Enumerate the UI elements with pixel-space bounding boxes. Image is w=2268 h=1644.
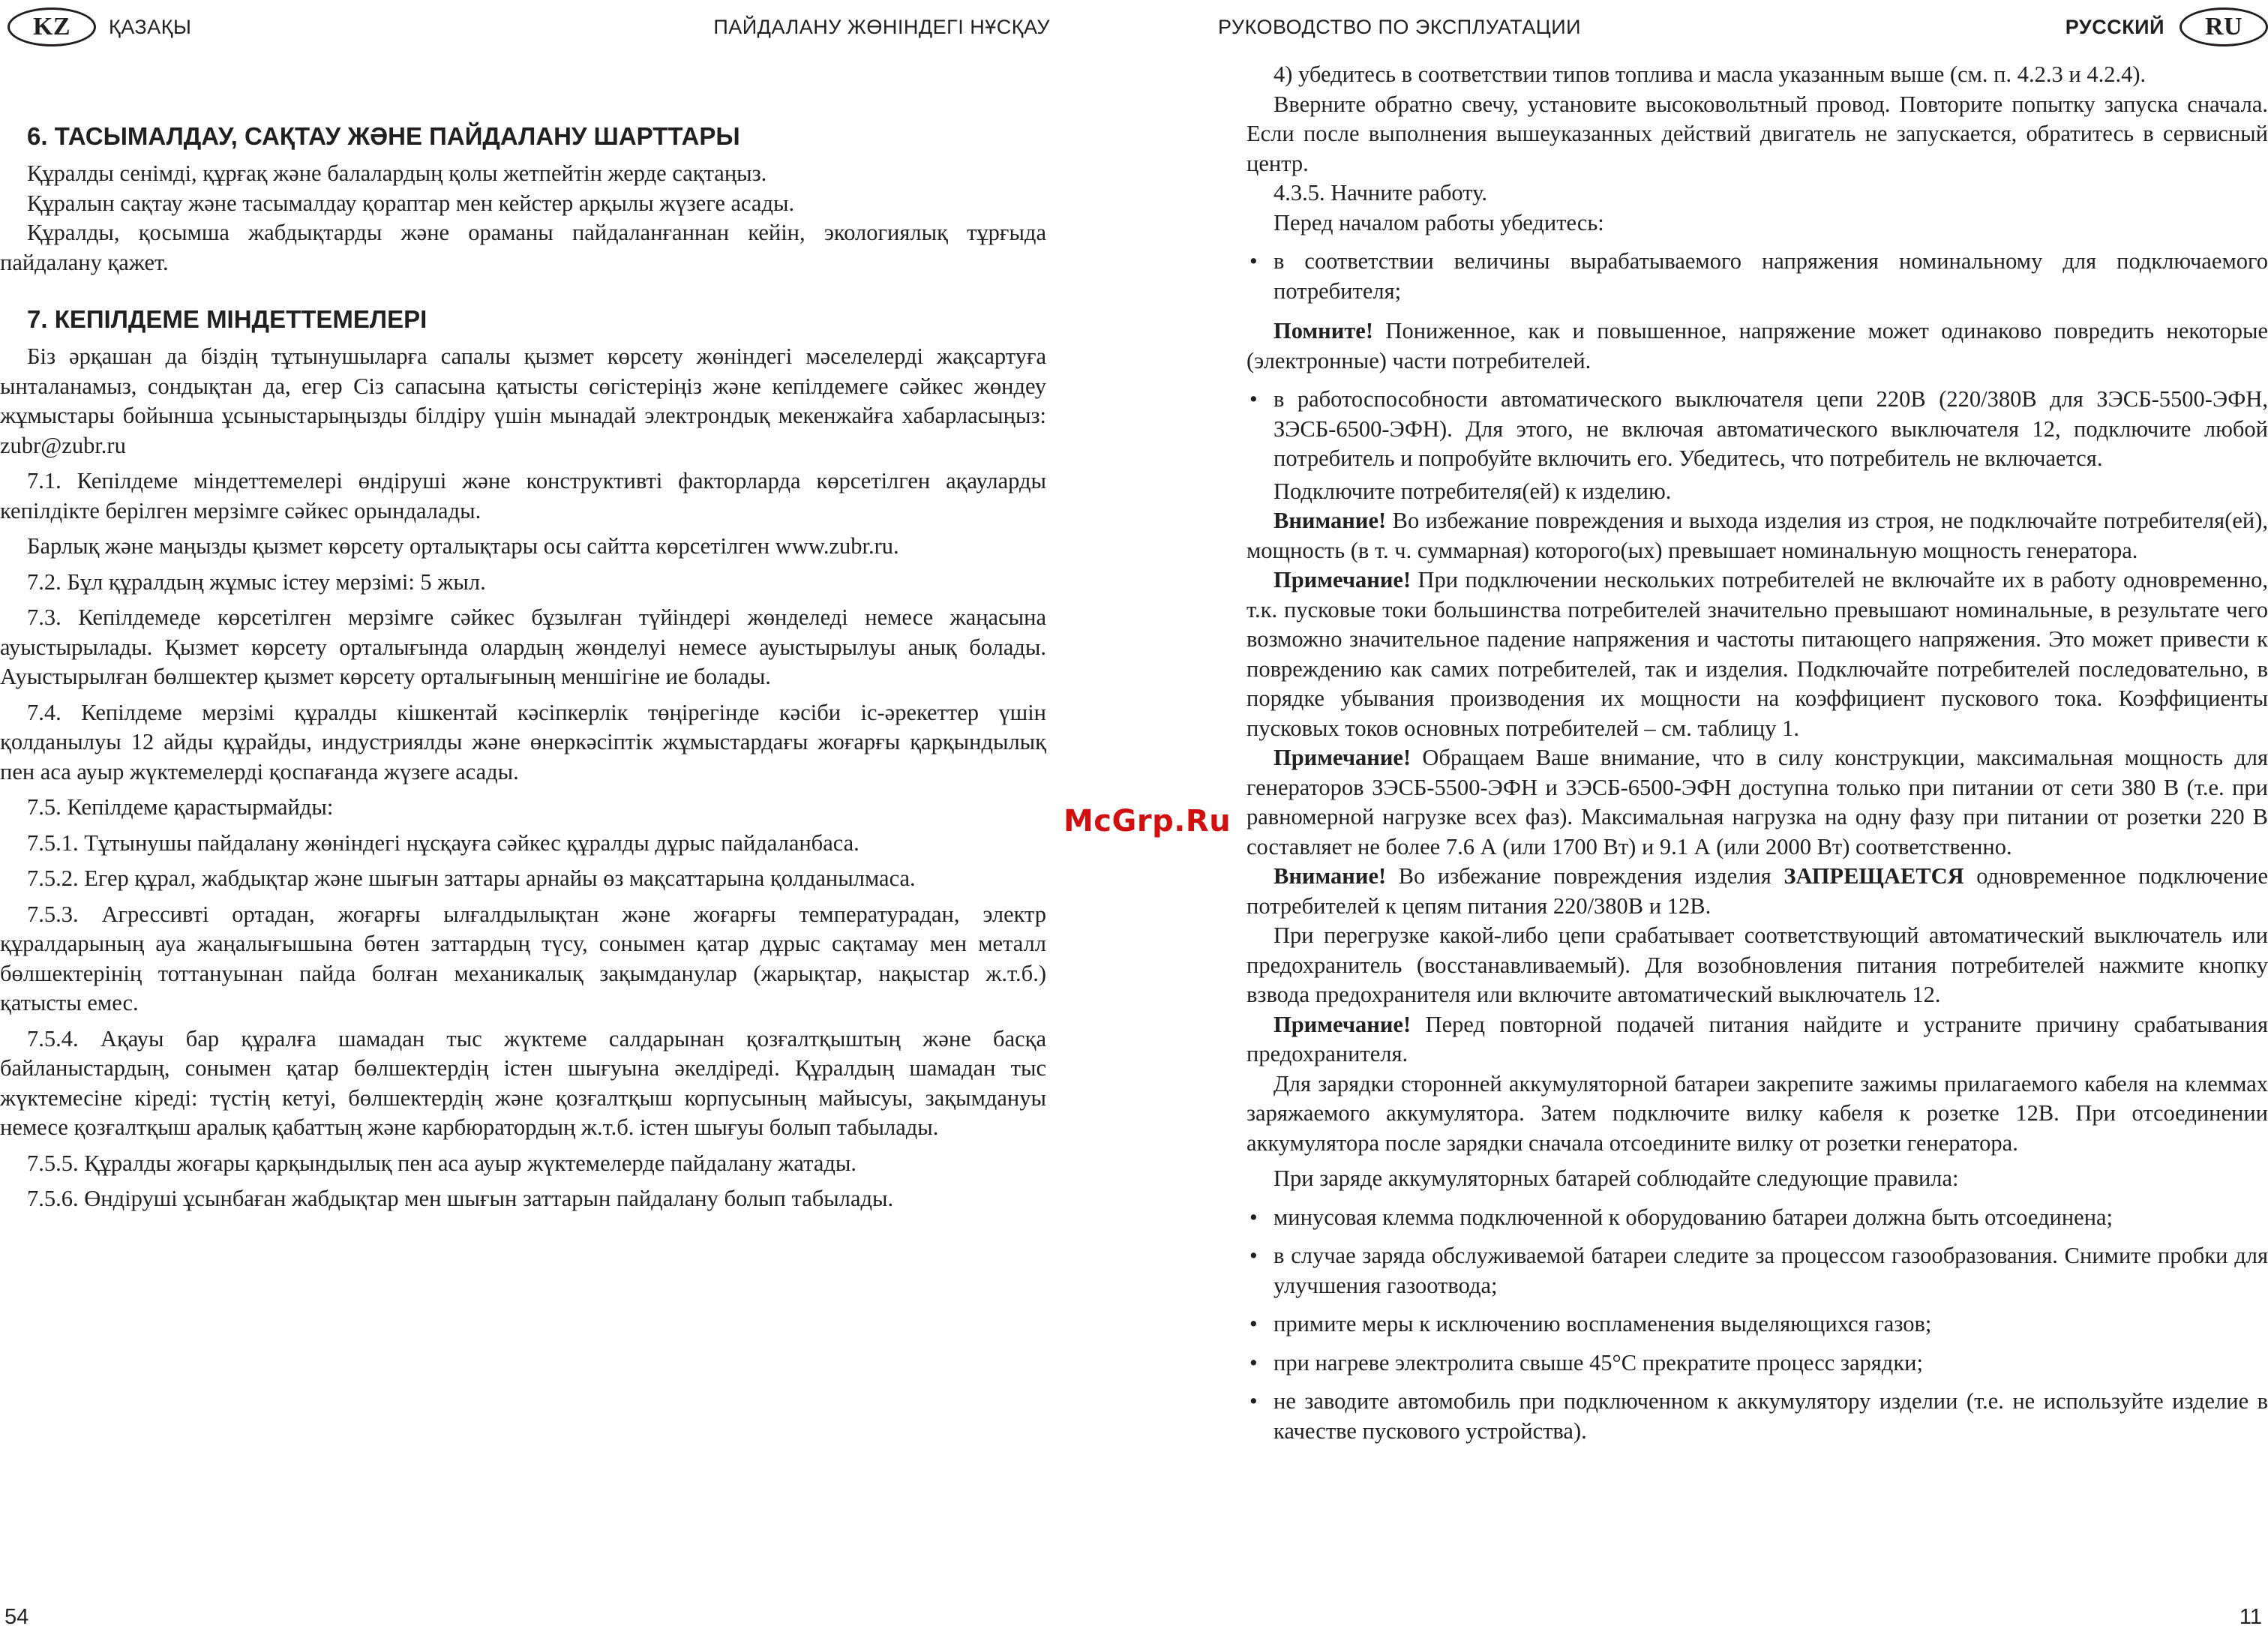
- bullet-list: [1246, 247, 2268, 306]
- note-text: Перед повторной подачей питания найдите и устраните причину срабатывания предохранителя.: [1246, 1011, 2268, 1066]
- warning-note: [1246, 862, 2268, 921]
- section-7-paragraph: 7.5.4. Ақауы бар құралға шамадан тыс жүктеме салдарынан қозғалтқыштың және басқа байланыстардың, сонымен қатар бөлшектердің істен шығуына әкелдіреді. Құралдың шамадан тыс жүктемесіне кіреді: түстің кетуі, бөлшектердің және қозғалтқыш корпусының майысуы, зақымдануы немесе қозғалтқыш аралық қабаттың және карбюратордың ж.т.б. істен шығуы болып табылады.: [0, 1025, 1046, 1140]
- bullet-list-charging-rules: [1246, 1203, 2268, 1447]
- bullet-icon: •: [1250, 1349, 1258, 1376]
- warning-note: [1246, 506, 2268, 566]
- paragraph: 4) убедитесь в соответствии типов топлива и масла указанным выше (см. п. 4.2.3 и 4.2.4).: [1274, 62, 2146, 87]
- bullet-icon: •: [1250, 1204, 1258, 1230]
- paragraph: 4.3.5. Начните работу.: [1274, 180, 1487, 206]
- note-label: Примечание!: [1274, 745, 1412, 770]
- section-7-heading: 7. КЕПІЛДЕМЕ МІНДЕТТЕМЕЛЕРІ: [27, 305, 428, 333]
- section-6-paragraph: Құралын сақтау және тасымалдау қораптар мен кейстер арқылы жүзеге асады.: [27, 190, 795, 216]
- left-page-content: [0, 114, 1046, 1220]
- warning-text: Во избежание повреждения изделия: [1386, 863, 1784, 889]
- note-label: Помните!: [1274, 318, 1373, 344]
- note: [1246, 1010, 2268, 1070]
- list-item-text: при нагреве электролита свыше 45°С прекратите процесс зарядки;: [1274, 1349, 1923, 1376]
- note-text: При подключении нескольких потребителей не включайте их в работу одновременно, т.к. пусковые токи большинства потребителей значительно превышают номинальные, в результате чего возможно значительное падение напряжения и частоты питающего напряжения. Это может привести к повреждению как самих потребителей, так и изделия. Подключайте потребителей последовательно, в порядке убывания производения их мощности на коэффициент пускового тока. Коэффициенты пусковых токов основных потребителей – см. таблицу 1.: [1246, 567, 2268, 741]
- bullet-icon: •: [1250, 1388, 1258, 1414]
- section-7-paragraph: 7.1. Кепілдеме міндеттемелері өндіруші және конструктивті факторларда көрсетілген ақауларды кепілдікте берілген мерзімге сәйкес орындалады.: [0, 468, 1046, 524]
- list-item-text: минусовая клемма подключенной к оборудованию батареи должна быть отсоединена;: [1274, 1204, 2114, 1230]
- list-item-text: в работоспособности автоматического выключателя цепи 220В (220/380В для ЗЭСБ-5500-ЭФН, ЗЭСБ-6500-ЭФН). Для этого, не включая автоматического выключателя 12, подключите любой потребитель и попробуйте включить его. Убедитесь, что потребитель не включается.: [1274, 386, 2268, 471]
- section-7-paragraph: 7.3. Кепілдемеде көрсетілген мерзімге сәйкес бұзылған түйіндері жөнделеді немесе жаңасына ауыстырылады. Қызмет көрсету орталығында олардың жөнделуі немесе ауыстырылуы анық болады. Ауыстырылған бөлшектер қызмет көрсету орталығының меншігіне ие болады.: [0, 604, 1046, 689]
- note-text: Пониженное, как и повышенное, напряжение может одинаково повредить некоторые (электронные) части потребителей.: [1246, 318, 2268, 374]
- bullet-icon: •: [1250, 1243, 1258, 1268]
- paragraph: При заряде аккумуляторных батарей соблюдайте следующие правила:: [1274, 1166, 1959, 1191]
- list-item: [1246, 247, 2268, 306]
- section-7-paragraph: 7.5.2. Егер құрал, жабдықтар және шығын заттары арнайы өз мақсаттарына қолданылмаса.: [27, 866, 916, 891]
- list-item: [1246, 1387, 2268, 1446]
- list-item-text: не заводите автомобиль при подключенном к аккумулятору изделии (т.е. не используйте изделие в качестве пускового устройства).: [1274, 1388, 2268, 1444]
- paragraph: Для зарядки сторонней аккумуляторной батареи закрепите зажимы прилагаемого кабеля на клеммах заряжаемого аккумулятора. Затем подключите вилку кабеля к розетке 12В. При отсоединении аккумулятора после зарядки сначала отсоедините вилку от розетки генератора.: [1246, 1070, 2268, 1156]
- page-number-left: 54: [4, 1605, 29, 1629]
- paragraph: Перед началом работы убедитесь:: [1274, 209, 1604, 236]
- bullet-icon: •: [1250, 248, 1258, 274]
- language-badge-kz: KZ: [8, 8, 96, 46]
- list-item-text: в случае заряда обслуживаемой батареи следите за процессом газообразования. Снимите пробки для улучшения газоотвода;: [1274, 1243, 2268, 1298]
- language-label-ru: РУССКИЙ: [2065, 15, 2164, 38]
- warning-text: одновременное подключение потребителей к цепям питания 220/380В и 12В.: [1246, 863, 2268, 919]
- section-7-paragraph: 7.5.1. Тұтынушы пайдалану жөніндегі нұсқауға сәйкес құралды дұрыс пайдаланбаса.: [27, 830, 860, 856]
- list-item: [1246, 1241, 2268, 1300]
- section-7-paragraph: Барлық және маңызды қызмет көрсету орталықтары осы сайтта көрсетілген www.zubr.ru.: [27, 533, 899, 559]
- note: [1246, 566, 2268, 743]
- watermark-text: McGrp.Ru: [1064, 804, 1232, 838]
- warning-emphasis: ЗАПРЕЩАЕТСЯ: [1784, 863, 1964, 889]
- bullet-icon: •: [1250, 386, 1258, 412]
- section-7-paragraph: 7.5.5. Құралды жоғары қарқындылық пен аса ауыр жүктемелерде пайдалану жатады.: [27, 1150, 857, 1176]
- language-label-kz: ҚАЗАҚЫ: [109, 15, 192, 38]
- warning-label: Внимание!: [1274, 508, 1387, 533]
- left-page-header: [0, 4, 1050, 50]
- note-text: Обращаем Ваше внимание, что в силу конструкции, максимальная мощность для генераторов ЗЭСБ-5500-ЭФН и ЗЭСБ-6500-ЭФН доступна только при питании от сети 380 В (т.е. при равномерной нагрузке всех фаз). Максимальная нагрузка на одну фазу при питании от розетки 220 В составляет не более 7.6 А (или 1700 Вт) и 9.1 А (или 2000 Вт) соответственно.: [1246, 745, 2268, 860]
- list-item: [1246, 1203, 2268, 1233]
- list-item-text: примите меры к исключению воспламенения выделяющихся газов;: [1274, 1311, 1932, 1336]
- list-item: [1246, 1310, 2268, 1340]
- warning-text: Во избежание повреждения и выхода изделия из строя, не подключайте потребителя(ей), мощность (в т. ч. суммарная) которого(ых) превышает номинальную мощность генератора.: [1246, 508, 2268, 563]
- note-remember: [1246, 316, 2268, 376]
- section-6-paragraph: Құралды сенімді, құрғақ және балалардың қолы жетпейтін жерде сақтаңыз.: [27, 160, 767, 186]
- section-7-paragraph: 7.5.3. Агрессивті ортадан, жоғарғы ылғалдылықтан және жоғарғы температурадан, электр құралдарының ауа жаңалығышына бөтен заттардың түсу, сонымен қатар дұрыс сақтамау мен металл бөлшектерінің тоттануынан пайда болған механикалық зақымданулар (жарықтар, нақыстар ж.т.б.) қатысты емес.: [0, 901, 1046, 1016]
- paragraph: Подключите потребителя(ей) к изделию.: [1274, 478, 1672, 504]
- bullet-icon: •: [1250, 1311, 1258, 1336]
- warning-label: Внимание!: [1274, 863, 1387, 889]
- note-label: Примечание!: [1274, 1011, 1412, 1037]
- page-number-right: 11: [2239, 1605, 2262, 1629]
- right-page-content: [1246, 60, 2268, 1456]
- document-title-kz: ПАЙДАЛАНУ ЖӨНІНДЕГІ НҰСҚАУ: [713, 15, 1050, 38]
- list-item: [1246, 1348, 2268, 1378]
- right-page: [1134, 0, 2268, 1644]
- section-7-paragraph: 7.5.6. Өндіруші ұсынбаған жабдықтар мен шығын заттарын пайдалану болып табылады.: [27, 1186, 894, 1211]
- note-label: Примечание!: [1274, 567, 1412, 592]
- paragraph: Вверните обратно свечу, установите высоковольтный провод. Повторите попытку запуска сначала. Если после выполнения вышеуказанных действий двигатель не запускается, обратитесь в сервисный центр.: [1246, 91, 2268, 176]
- document-title-ru: РУКОВОДСТВО ПО ЭКСПЛУАТАЦИИ: [1218, 15, 1582, 38]
- right-page-header: [1218, 4, 2268, 50]
- note: [1246, 743, 2268, 862]
- section-7-paragraph: Біз әрқашан да біздің тұтынушыларға сапалы қызмет көрсету жөніндегі мәселелерді жақсартуға ынталанамыз, сондықтан да, егер Сіз сапасына қатысты сөгістеріңіз және кепілдемеге сәйкес жөндеу жұмыстары бойынша ұсыныстарыңызды білдіру үшін мынадай электрондық мекенжайға хабарласыңыз: zubr@zubr.ru: [0, 344, 1046, 458]
- section-6-heading: 6. ТАСЫМАЛДАУ, САҚТАУ ЖӘНЕ ПАЙДАЛАНУ ШАРТТАРЫ: [27, 122, 740, 150]
- section-7-paragraph: 7.5. Кепілдеме қарастырмайды:: [27, 794, 334, 820]
- paragraph: При перегрузке какой-либо цепи срабатывает соответствующий автоматический выключатель или предохранитель (восстанавливаемый). Для возобновления питания потребителей нажмите кнопку взвода предохранителя или включите автоматический выключатель 12.: [1246, 922, 2268, 1007]
- bullet-list: [1246, 385, 2268, 474]
- section-6-paragraph: Құралды, қосымша жабдықтарды және ораманы пайдаланғаннан кейін, экологиялық тұрғыда пайдалану қажет.: [0, 220, 1046, 275]
- language-badge-ru: RU: [2180, 8, 2268, 46]
- list-item: [1246, 385, 2268, 474]
- section-7-paragraph: 7.2. Бұл құралдың жұмыс істеу мерзімі: 5 жыл.: [27, 568, 486, 595]
- list-item-text: в соответствии величины вырабатываемого напряжения номинальному для подключаемого потребителя;: [1274, 248, 2268, 304]
- section-7-paragraph: 7.4. Кепілдеме мерзімі құралды кішкентай кәсіпкерлік төңірегінде кәсіби іс-әрекеттер үшін қолданылуы 12 айды құрайды, индустриялды және өнеркәсіптік жұмыстардағы жоғарғы қарқындылық пен аса ауыр жүктемелерді қоспағанда жүзеге асады.: [0, 699, 1046, 784]
